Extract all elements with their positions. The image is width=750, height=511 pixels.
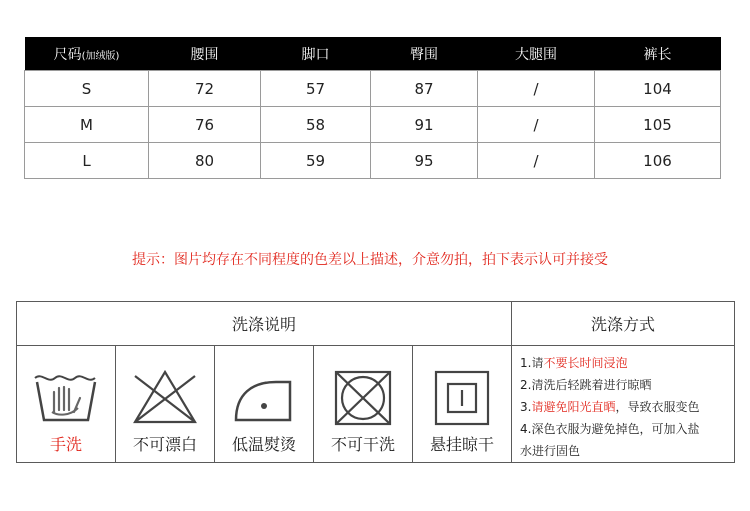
no-bleach-icon bbox=[131, 368, 199, 428]
size-table bbox=[24, 37, 721, 179]
col-header-length: 裤长 bbox=[595, 37, 721, 71]
table-cell: S bbox=[25, 71, 149, 107]
table-cell: M bbox=[25, 107, 149, 143]
instruction-line: 1.请不要长时间浸泡 bbox=[520, 356, 628, 370]
care-symbol-cell bbox=[314, 346, 413, 462]
care-label: 手洗 bbox=[49, 435, 82, 454]
table-cell: 104 bbox=[595, 71, 721, 107]
table-cell: 106 bbox=[595, 143, 721, 179]
table-cell: 59 bbox=[261, 143, 371, 179]
care-title: 洗涤说明 bbox=[17, 302, 512, 346]
care-instructions-table bbox=[16, 301, 735, 463]
care-label: 不可干洗 bbox=[330, 435, 395, 454]
table-row bbox=[25, 107, 721, 143]
instruction-line: 3.请避免阳光直晒，导致衣服变色 bbox=[520, 400, 700, 414]
wash-instructions bbox=[520, 352, 730, 462]
hand-wash-icon bbox=[32, 368, 100, 428]
instruction-line: 水进行固色 bbox=[520, 444, 581, 458]
instruction-line: 2.清洗后轻跳着进行晾晒 bbox=[520, 378, 652, 392]
table-row bbox=[25, 143, 721, 179]
size-table-header bbox=[25, 37, 721, 71]
care-label: 悬挂晾干 bbox=[429, 435, 494, 454]
color-difference-notice: 提示：图片均存在不同程度的色差以上描述，介意勿拍，拍下表示认可并接受 bbox=[132, 252, 608, 268]
col-header-thigh: 大腿围 bbox=[478, 37, 595, 71]
low-iron-icon bbox=[230, 368, 298, 428]
col-header-size: 尺码(加绒版) bbox=[25, 37, 149, 71]
table-cell: L bbox=[25, 143, 149, 179]
care-symbol-cell bbox=[17, 346, 116, 462]
table-cell: / bbox=[478, 71, 595, 107]
table-cell: 95 bbox=[371, 143, 478, 179]
col-header-waist: 腰围 bbox=[149, 37, 261, 71]
col-header-hip: 臀围 bbox=[371, 37, 478, 71]
care-symbol-cell bbox=[215, 346, 314, 462]
care-label: 低温熨烫 bbox=[231, 435, 296, 454]
table-cell: 105 bbox=[595, 107, 721, 143]
col-header-size-note: (加绒版) bbox=[81, 50, 120, 62]
table-cell: / bbox=[478, 107, 595, 143]
table-row bbox=[25, 71, 721, 107]
care-label: 不可漂白 bbox=[132, 435, 197, 454]
table-cell: 57 bbox=[261, 71, 371, 107]
care-symbol-cell bbox=[413, 346, 512, 462]
table-cell: 72 bbox=[149, 71, 261, 107]
table-cell: 58 bbox=[261, 107, 371, 143]
table-cell: 91 bbox=[371, 107, 478, 143]
care-method-title: 洗涤方式 bbox=[512, 302, 734, 346]
table-cell: 87 bbox=[371, 71, 478, 107]
col-header-hem: 脚口 bbox=[261, 37, 371, 71]
care-symbol-cell bbox=[116, 346, 215, 462]
line-dry-icon bbox=[428, 368, 496, 428]
table-cell: / bbox=[478, 143, 595, 179]
table-cell: 80 bbox=[149, 143, 261, 179]
no-tumble-dry-icon bbox=[329, 368, 397, 428]
instruction-line: 4.深色衣服为避免掉色，可加入盐 bbox=[520, 422, 700, 436]
table-cell: 76 bbox=[149, 107, 261, 143]
